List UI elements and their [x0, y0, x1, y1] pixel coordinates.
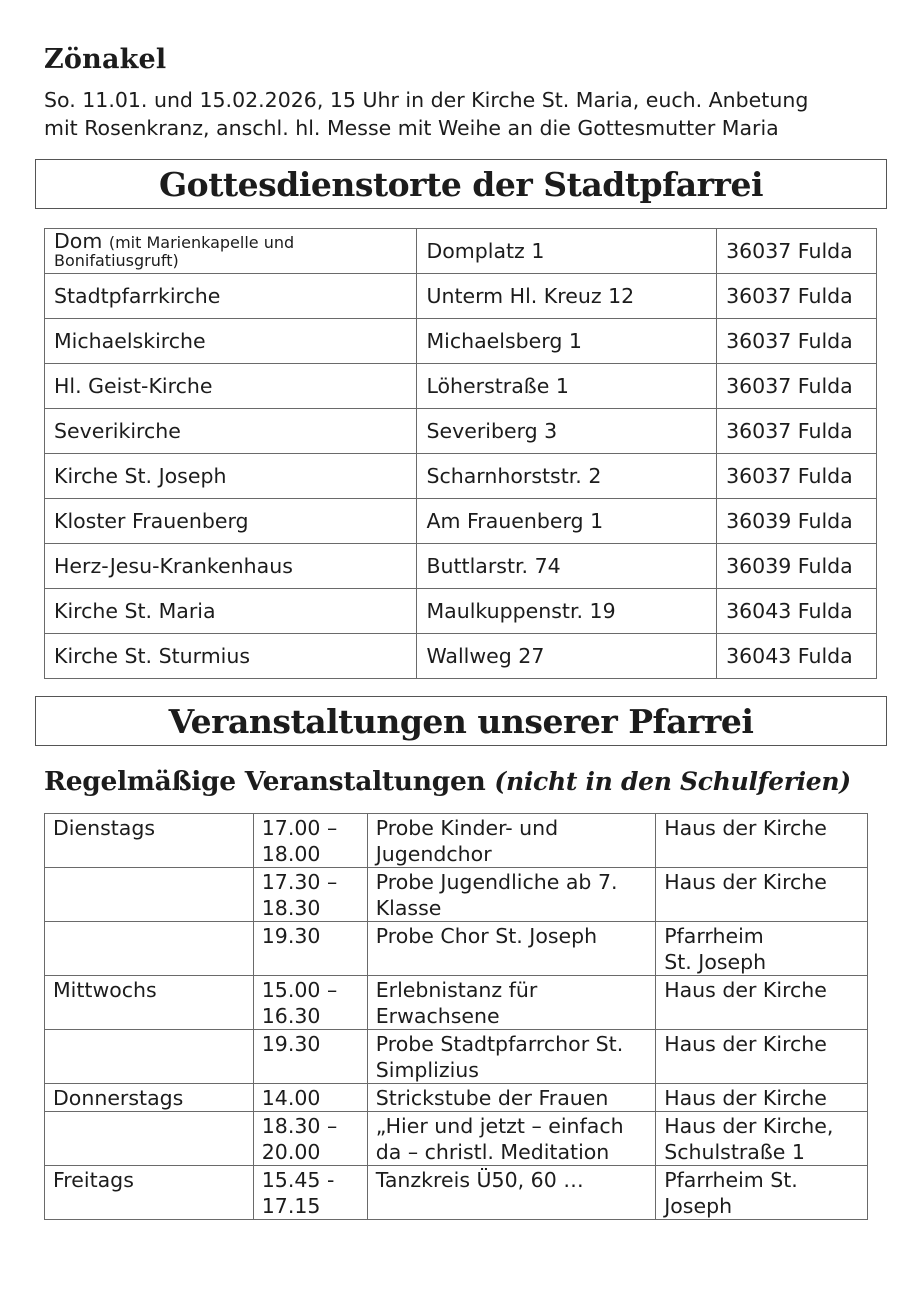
- place-street: Scharnhorststr. 2: [417, 454, 717, 499]
- table-row: [45, 634, 877, 679]
- place-city: 36037 Fulda: [717, 274, 877, 319]
- place-name: Kirche St. Joseph: [45, 454, 417, 499]
- place-city: 36039 Fulda: [717, 499, 877, 544]
- event-title: Tanzkreis Ü50, 60 …: [367, 1166, 655, 1220]
- event-place: Pfarrheim St. Joseph: [656, 1166, 868, 1220]
- event-time: 17.00 – 18.00: [253, 814, 367, 868]
- table-row: [45, 976, 868, 1030]
- table-row: [45, 814, 868, 868]
- place-city: 36037 Fulda: [717, 229, 877, 274]
- event-place: Haus der Kirche: [656, 976, 868, 1030]
- event-time: 15.00 – 16.30: [253, 976, 367, 1030]
- event-title: Erlebnistanz für Erwachsene: [367, 976, 655, 1030]
- place-name: Herz-Jesu-Krankenhaus: [45, 544, 417, 589]
- place-city: 36037 Fulda: [717, 319, 877, 364]
- event-title: „Hier und jetzt – einfach da – christl. Meditation: [367, 1112, 655, 1166]
- event-place: Pfarrheim St. Joseph: [656, 922, 868, 976]
- table-row: [45, 589, 877, 634]
- place-note: (mit Marienkapelle und: [108, 233, 295, 252]
- place-name: Kirche St. Sturmius: [45, 634, 417, 679]
- zoenakel-line: So. 11.01. und 15.02.2026, 15 Uhr in der Kirche St. Maria, euch. Anbetung: [44, 88, 809, 112]
- place-name: Kirche St. Maria: [45, 589, 417, 634]
- place-city: 36037 Fulda: [717, 409, 877, 454]
- events-subheading: [44, 766, 851, 797]
- place-city: 36037 Fulda: [717, 454, 877, 499]
- place-street: Maulkuppenstr. 19: [417, 589, 717, 634]
- place-street: Michaelsberg 1: [417, 319, 717, 364]
- place-name: Kloster Frauenberg: [45, 499, 417, 544]
- event-time: 18.30 – 20.00: [253, 1112, 367, 1166]
- event-place: Haus der Kirche: [656, 1084, 868, 1112]
- table-row: [45, 1112, 868, 1166]
- place-city: 36043 Fulda: [717, 589, 877, 634]
- event-time: 19.30: [253, 922, 367, 976]
- event-day: Dienstags: [45, 814, 254, 868]
- table-row: [45, 274, 877, 319]
- section-heading-gottesdienstorte: Gottesdienstorte der Stadtpfarrei: [35, 159, 887, 209]
- place-name: Severikirche: [45, 409, 417, 454]
- place-street: Severiberg 3: [417, 409, 717, 454]
- place-street: Domplatz 1: [417, 229, 717, 274]
- event-time: 19.30: [253, 1030, 367, 1084]
- place-city: 36037 Fulda: [717, 364, 877, 409]
- table-row: [45, 1030, 868, 1084]
- event-day: Donnerstags: [45, 1084, 254, 1112]
- gottesdienstorte-table: [44, 228, 877, 679]
- event-place: Haus der Kirche, Schulstraße 1: [656, 1112, 868, 1166]
- place-name: Stadtpfarrkirche: [45, 274, 417, 319]
- event-title: Probe Kinder- und Jugendchor: [367, 814, 655, 868]
- event-day: [45, 1112, 254, 1166]
- table-row: [45, 868, 868, 922]
- table-row: [45, 544, 877, 589]
- zoenakel-title: Zönakel: [44, 44, 167, 75]
- place-name: Michaelskirche: [45, 319, 417, 364]
- place-name: Hl. Geist-Kirche: [45, 364, 417, 409]
- event-day: [45, 1030, 254, 1084]
- table-row: [45, 319, 877, 364]
- events-table: [44, 813, 868, 1220]
- table-row: [45, 229, 877, 274]
- place-street: Buttlarstr. 74: [417, 544, 717, 589]
- event-title: Strickstube der Frauen: [367, 1084, 655, 1112]
- event-time: 17.30 – 18.30: [253, 868, 367, 922]
- place-street: Löherstraße 1: [417, 364, 717, 409]
- event-title: Probe Stadtpfarrchor St. Simplizius: [367, 1030, 655, 1084]
- event-title: Probe Jugendliche ab 7. Klasse: [367, 868, 655, 922]
- place-street: Am Frauenberg 1: [417, 499, 717, 544]
- event-day: [45, 922, 254, 976]
- events-subheading-text: Regelmäßige Veranstaltungen: [44, 766, 486, 797]
- event-title: Probe Chor St. Joseph: [367, 922, 655, 976]
- place-street: Wallweg 27: [417, 634, 717, 679]
- table-row: [45, 454, 877, 499]
- place-name-cell: [45, 229, 417, 274]
- place-city: 36043 Fulda: [717, 634, 877, 679]
- table-row: [45, 922, 868, 976]
- place-note: Bonifatiusgruft): [54, 251, 179, 270]
- table-row: [45, 409, 877, 454]
- event-day: Freitags: [45, 1166, 254, 1220]
- zoenakel-line: mit Rosenkranz, anschl. hl. Messe mit Weihe an die Gottesmutter Maria: [44, 116, 779, 140]
- place-street: Unterm Hl. Kreuz 12: [417, 274, 717, 319]
- events-subheading-note: (nicht in den Schulferien): [494, 767, 851, 796]
- place-city: 36039 Fulda: [717, 544, 877, 589]
- place-name: Dom: [54, 229, 103, 253]
- zoenakel-text: [44, 86, 904, 142]
- event-day: [45, 868, 254, 922]
- event-place: Haus der Kirche: [656, 1030, 868, 1084]
- table-row: [45, 364, 877, 409]
- event-place: Haus der Kirche: [656, 814, 868, 868]
- section-heading-veranstaltungen: Veranstaltungen unserer Pfarrei: [35, 696, 887, 746]
- event-time: 15.45 - 17.15: [253, 1166, 367, 1220]
- event-time: 14.00: [253, 1084, 367, 1112]
- table-row: [45, 499, 877, 544]
- event-place: Haus der Kirche: [656, 868, 868, 922]
- event-day: Mittwochs: [45, 976, 254, 1030]
- table-row: [45, 1084, 868, 1112]
- table-row: [45, 1166, 868, 1220]
